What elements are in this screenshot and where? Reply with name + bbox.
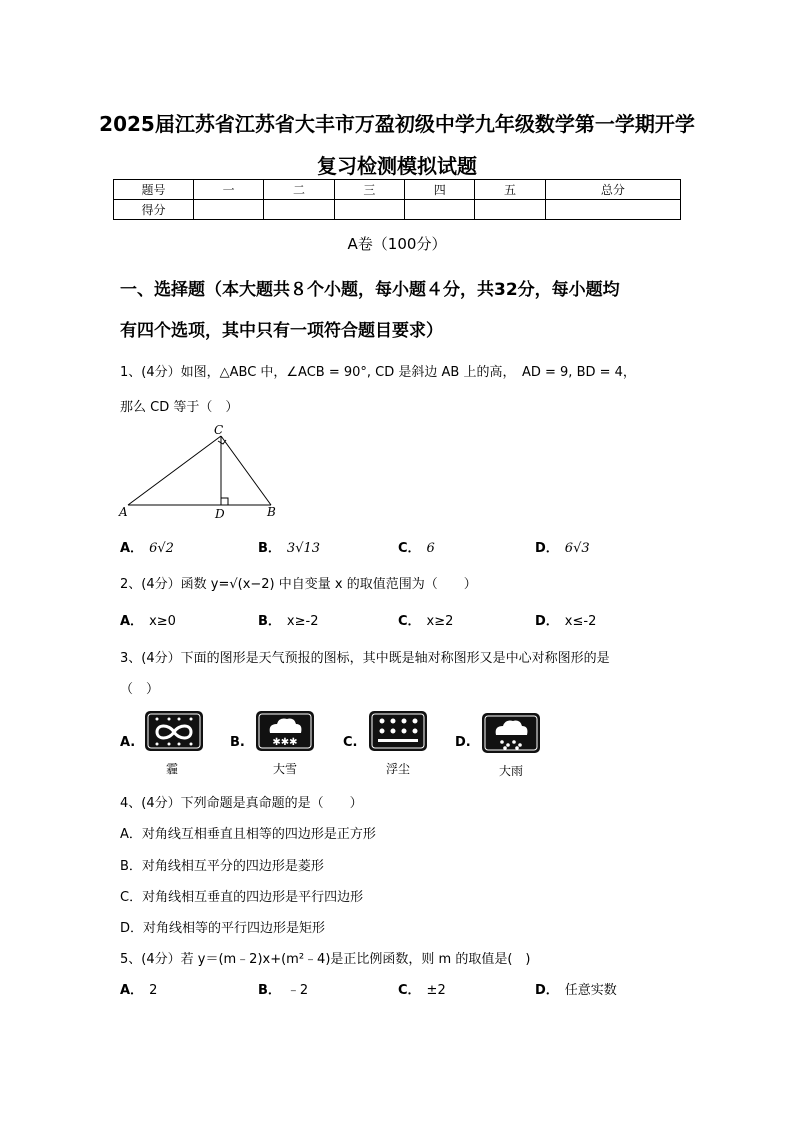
question-3-text: 3、(4分）下面的图形是天气预报的图标，其中既是轴对称图形又是中心对称图形的是 — [120, 651, 610, 666]
heavy-rain-icon — [482, 713, 540, 753]
question-3-text-line2: （ ） — [120, 682, 160, 697]
score-entry-cell[interactable] — [334, 200, 404, 220]
section1-heading-line1: 一、选择题（本大题共８个小题，每小题４分，共32分，每小题均 — [120, 280, 620, 300]
option-key: D. — [455, 735, 471, 750]
q5-option-a[interactable] — [120, 979, 157, 998]
option-key: C. — [343, 735, 358, 750]
q4-option-a[interactable]: A．对角线互相垂直且相等的四边形是正方形 — [120, 827, 376, 842]
score-cell: 五 — [475, 180, 545, 200]
option-text: 6√3 — [564, 541, 590, 556]
option-text: 3√13 — [286, 541, 321, 556]
score-table-score-row — [114, 200, 681, 220]
q3-option-b[interactable] — [230, 735, 251, 750]
score-cell: 四 — [405, 180, 475, 200]
option-key: B. — [230, 735, 245, 750]
icon-label-heavy-snow: 大雪 — [272, 762, 297, 776]
option-key: C． — [398, 541, 421, 556]
option-text: 6 — [426, 541, 435, 556]
exam-title-line2: 复习检测模拟试题 — [317, 154, 477, 178]
score-cell: 得分 — [114, 200, 194, 220]
q1-option-d[interactable] — [535, 537, 590, 556]
option-key: B． — [258, 614, 281, 629]
option-key: D． — [535, 983, 559, 998]
score-table — [113, 179, 681, 220]
q4-option-c[interactable]: C．对角线相互垂直的四边形是平行四边形 — [120, 890, 364, 905]
q3-option-c[interactable] — [343, 735, 363, 750]
q1-option-b[interactable] — [258, 537, 320, 556]
option-key: D． — [535, 541, 559, 556]
option-text: x≥2 — [426, 614, 454, 629]
q5-option-d[interactable] — [535, 979, 617, 998]
option-key: A． — [120, 541, 144, 556]
q1-option-c[interactable] — [398, 537, 435, 556]
side-cb — [221, 436, 271, 505]
option-text: 任意实数 — [564, 983, 617, 998]
option-text: 2 — [149, 983, 158, 998]
q5-option-c[interactable] — [398, 979, 446, 998]
icon-label-heavy-rain: 大雨 — [498, 764, 523, 778]
heavy-snow-icon — [256, 711, 314, 751]
score-cell: 题号 — [114, 180, 194, 200]
option-key: B． — [258, 541, 281, 556]
vertex-label-b: B — [267, 505, 276, 519]
question-1-text-line2: 那么 CD 等于（ ） — [120, 400, 239, 415]
q2-option-a[interactable] — [120, 610, 176, 629]
q2-option-b[interactable] — [258, 610, 318, 629]
side-ac — [128, 436, 221, 505]
option-text: ±2 — [426, 983, 446, 998]
score-cell: 一 — [194, 180, 264, 200]
question-2-text: 2、(4分）函数 y=√(x−2) 中自变量 x 的取值范围为（ ） — [120, 577, 477, 592]
score-entry-cell[interactable] — [545, 200, 680, 220]
option-text: x≥0 — [149, 614, 176, 629]
right-angle-mark-d — [221, 498, 228, 505]
triangle-figure — [115, 420, 285, 525]
question-1-text: 1、(4分）如图，△ABC 中，∠ACB = 90°, CD 是斜边 AB 上的高， AD = 9, BD = 4， — [120, 365, 636, 380]
q2-option-d[interactable] — [535, 610, 596, 629]
option-key: C． — [398, 614, 421, 629]
exam-title-line1: 2025届江苏省江苏省大丰市万盈初级中学九年级数学第一学期开学 — [99, 112, 695, 136]
q1-option-a[interactable] — [120, 537, 174, 556]
q4-option-b[interactable]: B．对角线相互平分的四边形是菱形 — [120, 859, 324, 874]
part-a-heading: A卷（100分） — [347, 235, 447, 253]
vertex-label-a: A — [119, 505, 128, 519]
option-key: C． — [398, 983, 421, 998]
score-entry-cell[interactable] — [264, 200, 334, 220]
option-key: A. — [120, 735, 136, 750]
svg-text:✱✱✱: ✱✱✱ — [272, 737, 298, 748]
option-text: 6√2 — [149, 541, 174, 556]
floating-dust-icon — [369, 711, 427, 751]
score-cell: 总分 — [545, 180, 680, 200]
option-key: A． — [120, 983, 144, 998]
option-text: x≥-2 — [286, 614, 319, 629]
score-entry-cell[interactable] — [475, 200, 545, 220]
score-cell: 二 — [264, 180, 334, 200]
vertex-label-d: D — [215, 507, 225, 521]
option-text: x≤-2 — [564, 614, 597, 629]
icon-label-haze: 霾 — [165, 762, 178, 776]
score-entry-cell[interactable] — [194, 200, 264, 220]
score-entry-cell[interactable] — [405, 200, 475, 220]
section1-heading-line2: 有四个选项，其中只有一项符合题目要求） — [120, 321, 443, 341]
q4-option-d[interactable]: D．对角线相等的平行四边形是矩形 — [120, 921, 326, 936]
option-text: ﹣2 — [286, 983, 309, 998]
score-cell: 三 — [334, 180, 404, 200]
icon-label-floating-dust: 浮尘 — [385, 762, 410, 776]
question-4-text: 4、(4分）下列命题是真命题的是（ ） — [120, 796, 363, 811]
score-table-header-row — [114, 180, 681, 200]
option-key: A． — [120, 614, 144, 629]
q3-option-a[interactable] — [120, 735, 141, 750]
q3-option-d[interactable] — [455, 735, 477, 750]
vertex-label-c: C — [214, 423, 224, 437]
haze-icon — [145, 711, 203, 751]
question-5-text: 5、(4分）若 y＝(m﹣2)x+(m²﹣4)是正比例函数，则 m 的取值是( ) — [120, 952, 531, 967]
q5-option-b[interactable] — [258, 979, 308, 998]
q2-option-c[interactable] — [398, 610, 453, 629]
option-key: B． — [258, 983, 281, 998]
option-key: D． — [535, 614, 559, 629]
